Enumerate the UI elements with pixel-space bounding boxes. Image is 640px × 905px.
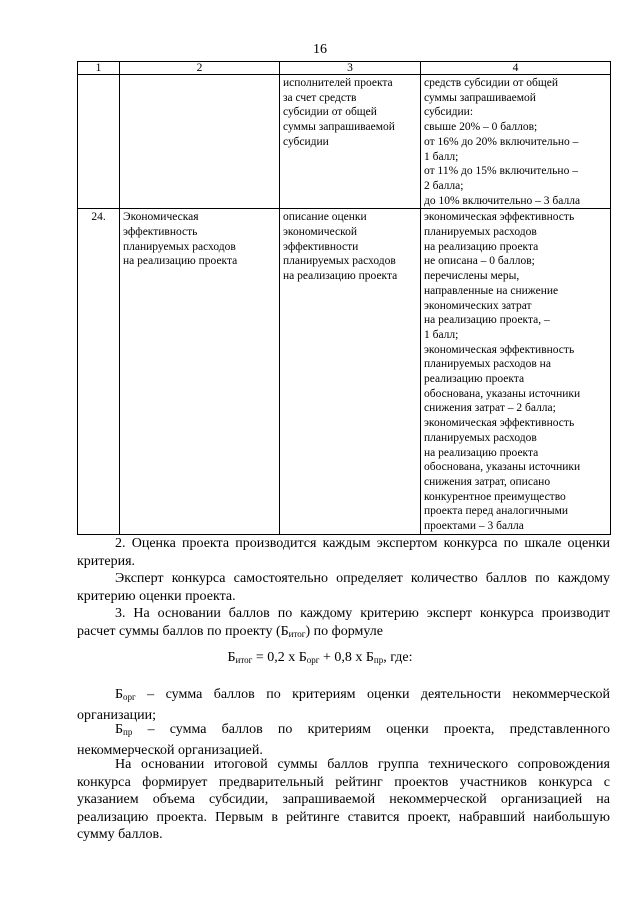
paragraph-calc: 3. На основании баллов по каждому критерию эксперт конкурса производит расчет суммы баллов по проекту $(Б_{итог})$ по формуле (77, 606, 610, 639)
cell-line: экономическая эффективность (424, 417, 575, 430)
cell-line: направленные на снижение (424, 284, 559, 297)
cell-scoring (421, 209, 611, 534)
cell-line: планируемых расходов (424, 226, 537, 239)
cell-line: суммы запрашиваемой (424, 91, 536, 104)
cell-line: снижения затрат, описано (424, 475, 551, 488)
cell-line: проектами – 3 балла (424, 520, 524, 533)
cell-line: исполнителей проекта (283, 77, 393, 89)
cell-line: 1 балл; (424, 150, 459, 163)
table-row (78, 209, 611, 534)
cell-scoring (421, 75, 611, 209)
cell-line: экономических затрат (424, 299, 532, 312)
cell-line: на реализацию проекта (123, 255, 238, 268)
table-header-row (78, 62, 611, 75)
cell-line: суммы запрашиваемой (283, 121, 395, 134)
cell-line: на реализацию проекта (424, 240, 539, 253)
cell-line: на реализацию проекта (283, 270, 398, 283)
column-header: 2 (120, 62, 280, 75)
cell-line: субсидии: (424, 106, 474, 119)
row-number: 24. (78, 209, 120, 534)
criteria-table (77, 61, 611, 535)
cell-line: планируемых расходов (283, 255, 396, 268)
cell-line: конкурентное преимущество (424, 490, 566, 503)
cell-line: экономическая эффективность (424, 343, 575, 356)
column-header: 4 (421, 62, 611, 75)
definition-org: $Б_{орг}$ – сумма баллов по критериям оценки деятельности некоммерческой организации; (77, 687, 610, 723)
cell-source (280, 209, 421, 534)
cell-line: планируемых расходов (123, 240, 236, 253)
paragraph-rating: На основании итоговой суммы баллов группа технического сопровождения конкурса формирует предварительный рейтинг проектов участников конкурса с указанием объема субсидии, запрашиваемой некоммерческой организацией на реализацию проекта. Первым в рейтинге ставится проект, набравший наибольшую сумму баллов. (77, 757, 610, 842)
cell-source (280, 75, 421, 209)
cell-criterion (120, 209, 280, 534)
cell-line: 2 балла; (424, 179, 464, 192)
row-number (78, 75, 120, 209)
cell-line: не описана – 0 баллов; (424, 255, 535, 268)
column-header: 1 (78, 62, 120, 75)
cell-criterion (120, 75, 280, 209)
cell-line: на реализацию проекта (424, 446, 539, 459)
cell-line: 1 балл; (424, 328, 459, 341)
cell-line: экономическая эффективность (424, 211, 575, 224)
cell-line: эффективность (123, 226, 198, 239)
page-number: 16 (313, 42, 327, 57)
definition-pr: $Б_{пр}$ – сумма баллов по критериям оценки проекта, представленного некоммерческой организацией. (77, 722, 610, 758)
cell-line: обоснована, указаны источники (424, 387, 581, 400)
paragraph-scale: 2. Оценка проекта производится каждым экспертом конкурса по шкале оценки критерия. (77, 536, 610, 569)
cell-line: эффективности (283, 240, 359, 253)
cell-line: средств субсидии от общей (424, 77, 559, 89)
cell-line: проекта перед аналогичными (424, 505, 569, 518)
cell-line: описание оценки (283, 211, 367, 224)
cell-line: Экономическая (123, 211, 199, 224)
cell-line: на реализацию проекта, – (424, 314, 550, 327)
cell-line: снижения затрат – 2 балла; (424, 402, 556, 415)
column-header: 3 (280, 62, 421, 75)
cell-line: от 11% до 15% включительно – (424, 165, 578, 178)
table-row (78, 75, 611, 209)
cell-line: субсидии (283, 135, 329, 148)
cell-line: за счет средств (283, 91, 357, 104)
cell-line: до 10% включительно – 3 балла (424, 194, 581, 207)
cell-line: свыше 20% – 0 баллов; (424, 121, 538, 134)
cell-line: субсидии от общей (283, 106, 377, 119)
cell-line: планируемых расходов (424, 431, 537, 444)
cell-line: экономической (283, 226, 357, 239)
cell-line: от 16% до 20% включительно – (424, 135, 579, 148)
cell-line: планируемых расходов на (424, 358, 551, 371)
paragraph-expert: Эксперт конкурса самостоятельно определяет количество баллов по каждому критерию оценки проекта. (77, 571, 610, 604)
cell-line: перечислены меры, (424, 270, 520, 283)
cell-line: обоснована, указаны источники (424, 461, 581, 474)
score-formula: $Б_{итог} = 0,2$ х $Б_{орг} + 0,8$ х $Б_{пр}$, где: (227, 650, 413, 665)
cell-line: реализацию проекта (424, 373, 525, 386)
